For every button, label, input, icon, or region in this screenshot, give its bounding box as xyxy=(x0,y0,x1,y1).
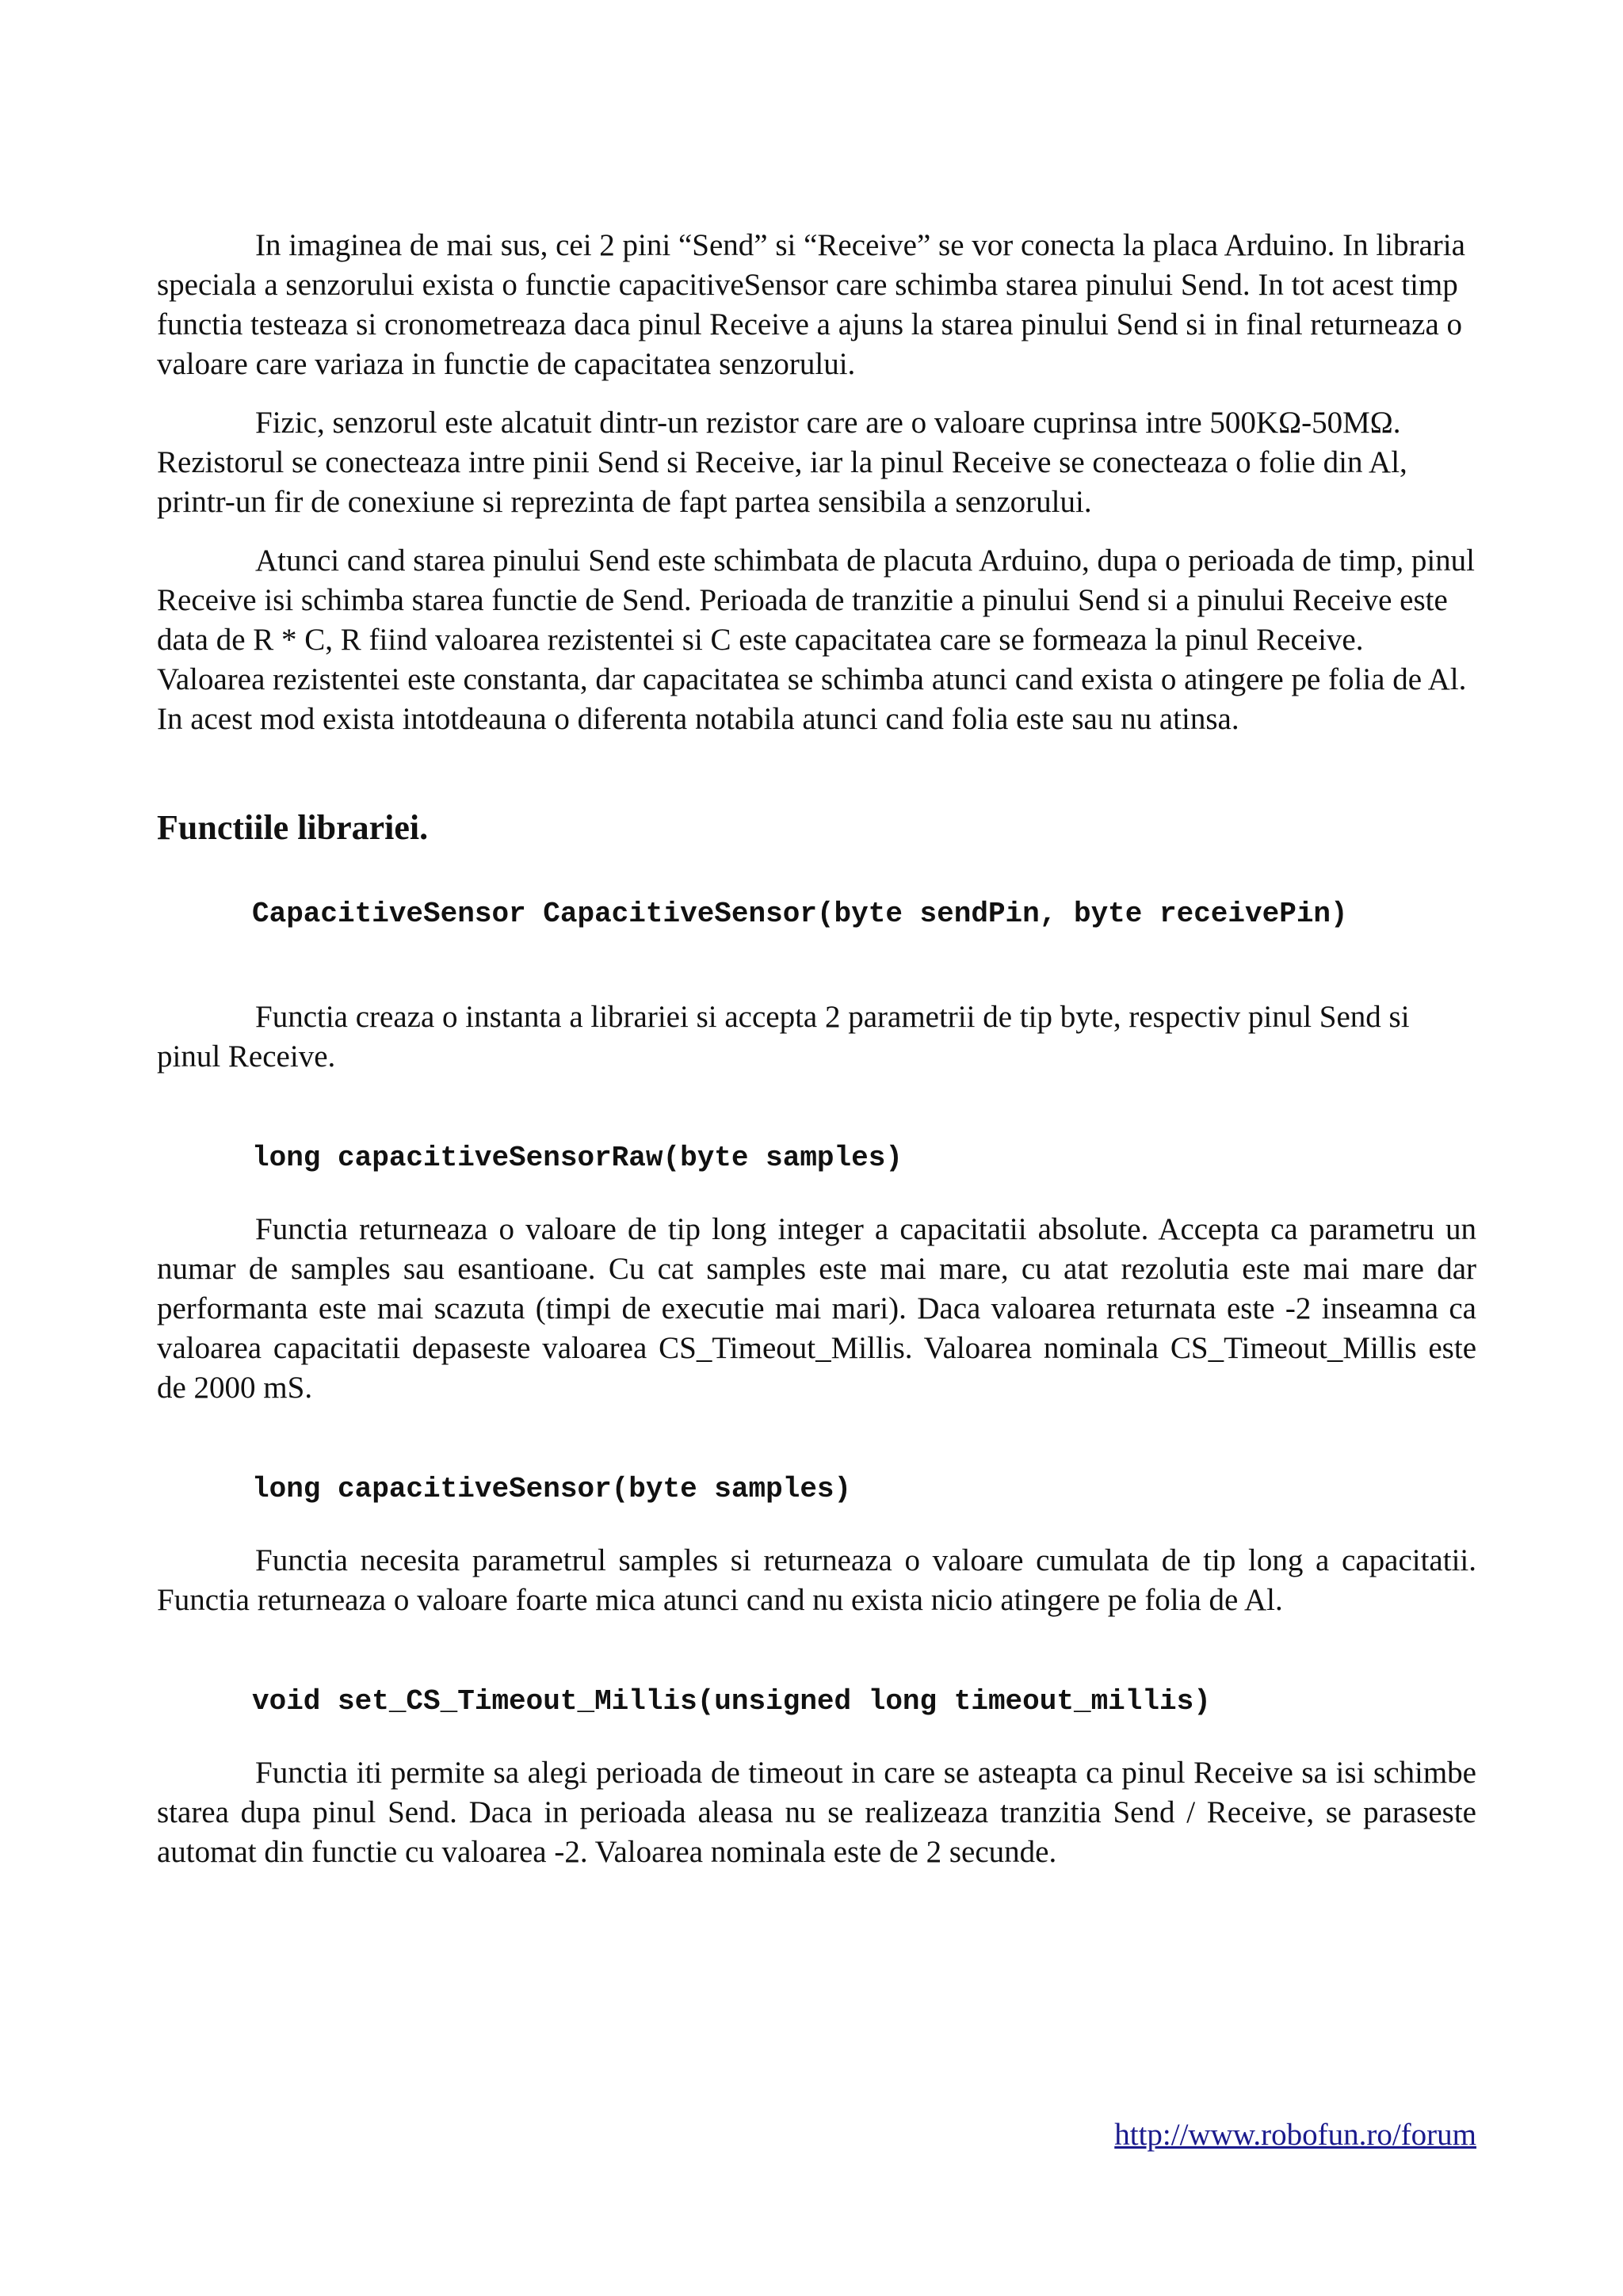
section-heading: Functiile librariei. xyxy=(157,808,429,847)
function-description-raw: Functia returneaza o valoare de tip long integer a capacitatii absolute. Accepta ca parametru un numar de samples sau esantioane. Cu cat samples este mai mare, cu atat rezolutia este mai mare dar performanta este mai scazuta (timpi de executie mai mari). Daca valoarea returnata este -2 inseamna ca valoarea capacitatii depaseste valoarea CS_Timeout_Millis. Valoarea nominala CS_Timeout_Millis este de 2000 mS. xyxy=(157,1212,1476,1405)
intro-paragraph-1: In imaginea de mai sus, cei 2 pini “Send” si “Receive” se vor conecta la placa Arduino. In libraria speciala a senzorului exista o functie capacitiveSensor care schimba starea pinului Send. In tot acest timp functia testeaza si cronometreaza daca pinul Receive a ajuns la starea pinului Send si in final returneaza o valoare care variaza in functie de capacitatea senzorului. xyxy=(157,228,1465,381)
intro-paragraph-2: Fizic, senzorul este alcatuit dintr-un rezistor care are o valoare cuprinsa intre 500KΩ-50MΩ. Rezistorul se conecteaza intre pinii Send si Receive, iar la pinul Receive se conecteaza o folie din Al, printr-un fir de conexiune si reprezinta de fapt partea sensibila a senzorului. xyxy=(157,406,1407,519)
intro-paragraph-3: Atunci cand starea pinului Send este schimbata de placuta Arduino, dupa o perioada de timp, pinul Receive isi schimba starea functie de Send. Perioada de tranzitie a pinului Send si a pinului Receive este data de R * C, R fiind valoarea rezistentei si C este capacitatea care se formeaza la pinul Receive. Valoarea rezistentei este constanta, dar capacitatea se schimba atunci cand exista o atingere pe folia de Al. In acest mod exista intotdeauna o diferenta notabila atunci cand folia este sau nu atinsa. xyxy=(157,543,1475,736)
footer-forum-link[interactable]: http://www.robofun.ro/forum xyxy=(1114,2118,1476,2152)
function-signature-sensor: long capacitiveSensor(byte samples) xyxy=(252,1473,852,1505)
function-description-constructor: Functia creaza o instanta a librariei si accepta 2 parametrii de tip byte, respectiv pinul Send si pinul Receive. xyxy=(157,1000,1410,1074)
function-description-sensor: Functia necesita parametrul samples si returneaza o valoare cumulata de tip long a capacitatii. Functia returneaza o valoare foarte mica atunci cand nu exista nicio atingere pe folia de Al. xyxy=(157,1543,1476,1617)
page-content xyxy=(157,226,1476,1891)
function-description-timeout: Functia iti permite sa alegi perioada de timeout in care se asteapta ca pinul Receive sa isi schimbe starea dupa pinul Send. Daca in perioada aleasa nu se realizeaza tranzitia Send / Receive, se paraseste automat din functie cu valoarea -2. Valoarea nominala este de 2 secunde. xyxy=(157,1756,1476,1869)
function-signature-constructor: CapacitiveSensor CapacitiveSensor(byte sendPin, byte receivePin) xyxy=(252,898,1348,930)
function-signature-raw: long capacitiveSensorRaw(byte samples) xyxy=(252,1142,903,1174)
function-signature-timeout: void set_CS_Timeout_Millis(unsigned long timeout_millis) xyxy=(252,1685,1211,1718)
